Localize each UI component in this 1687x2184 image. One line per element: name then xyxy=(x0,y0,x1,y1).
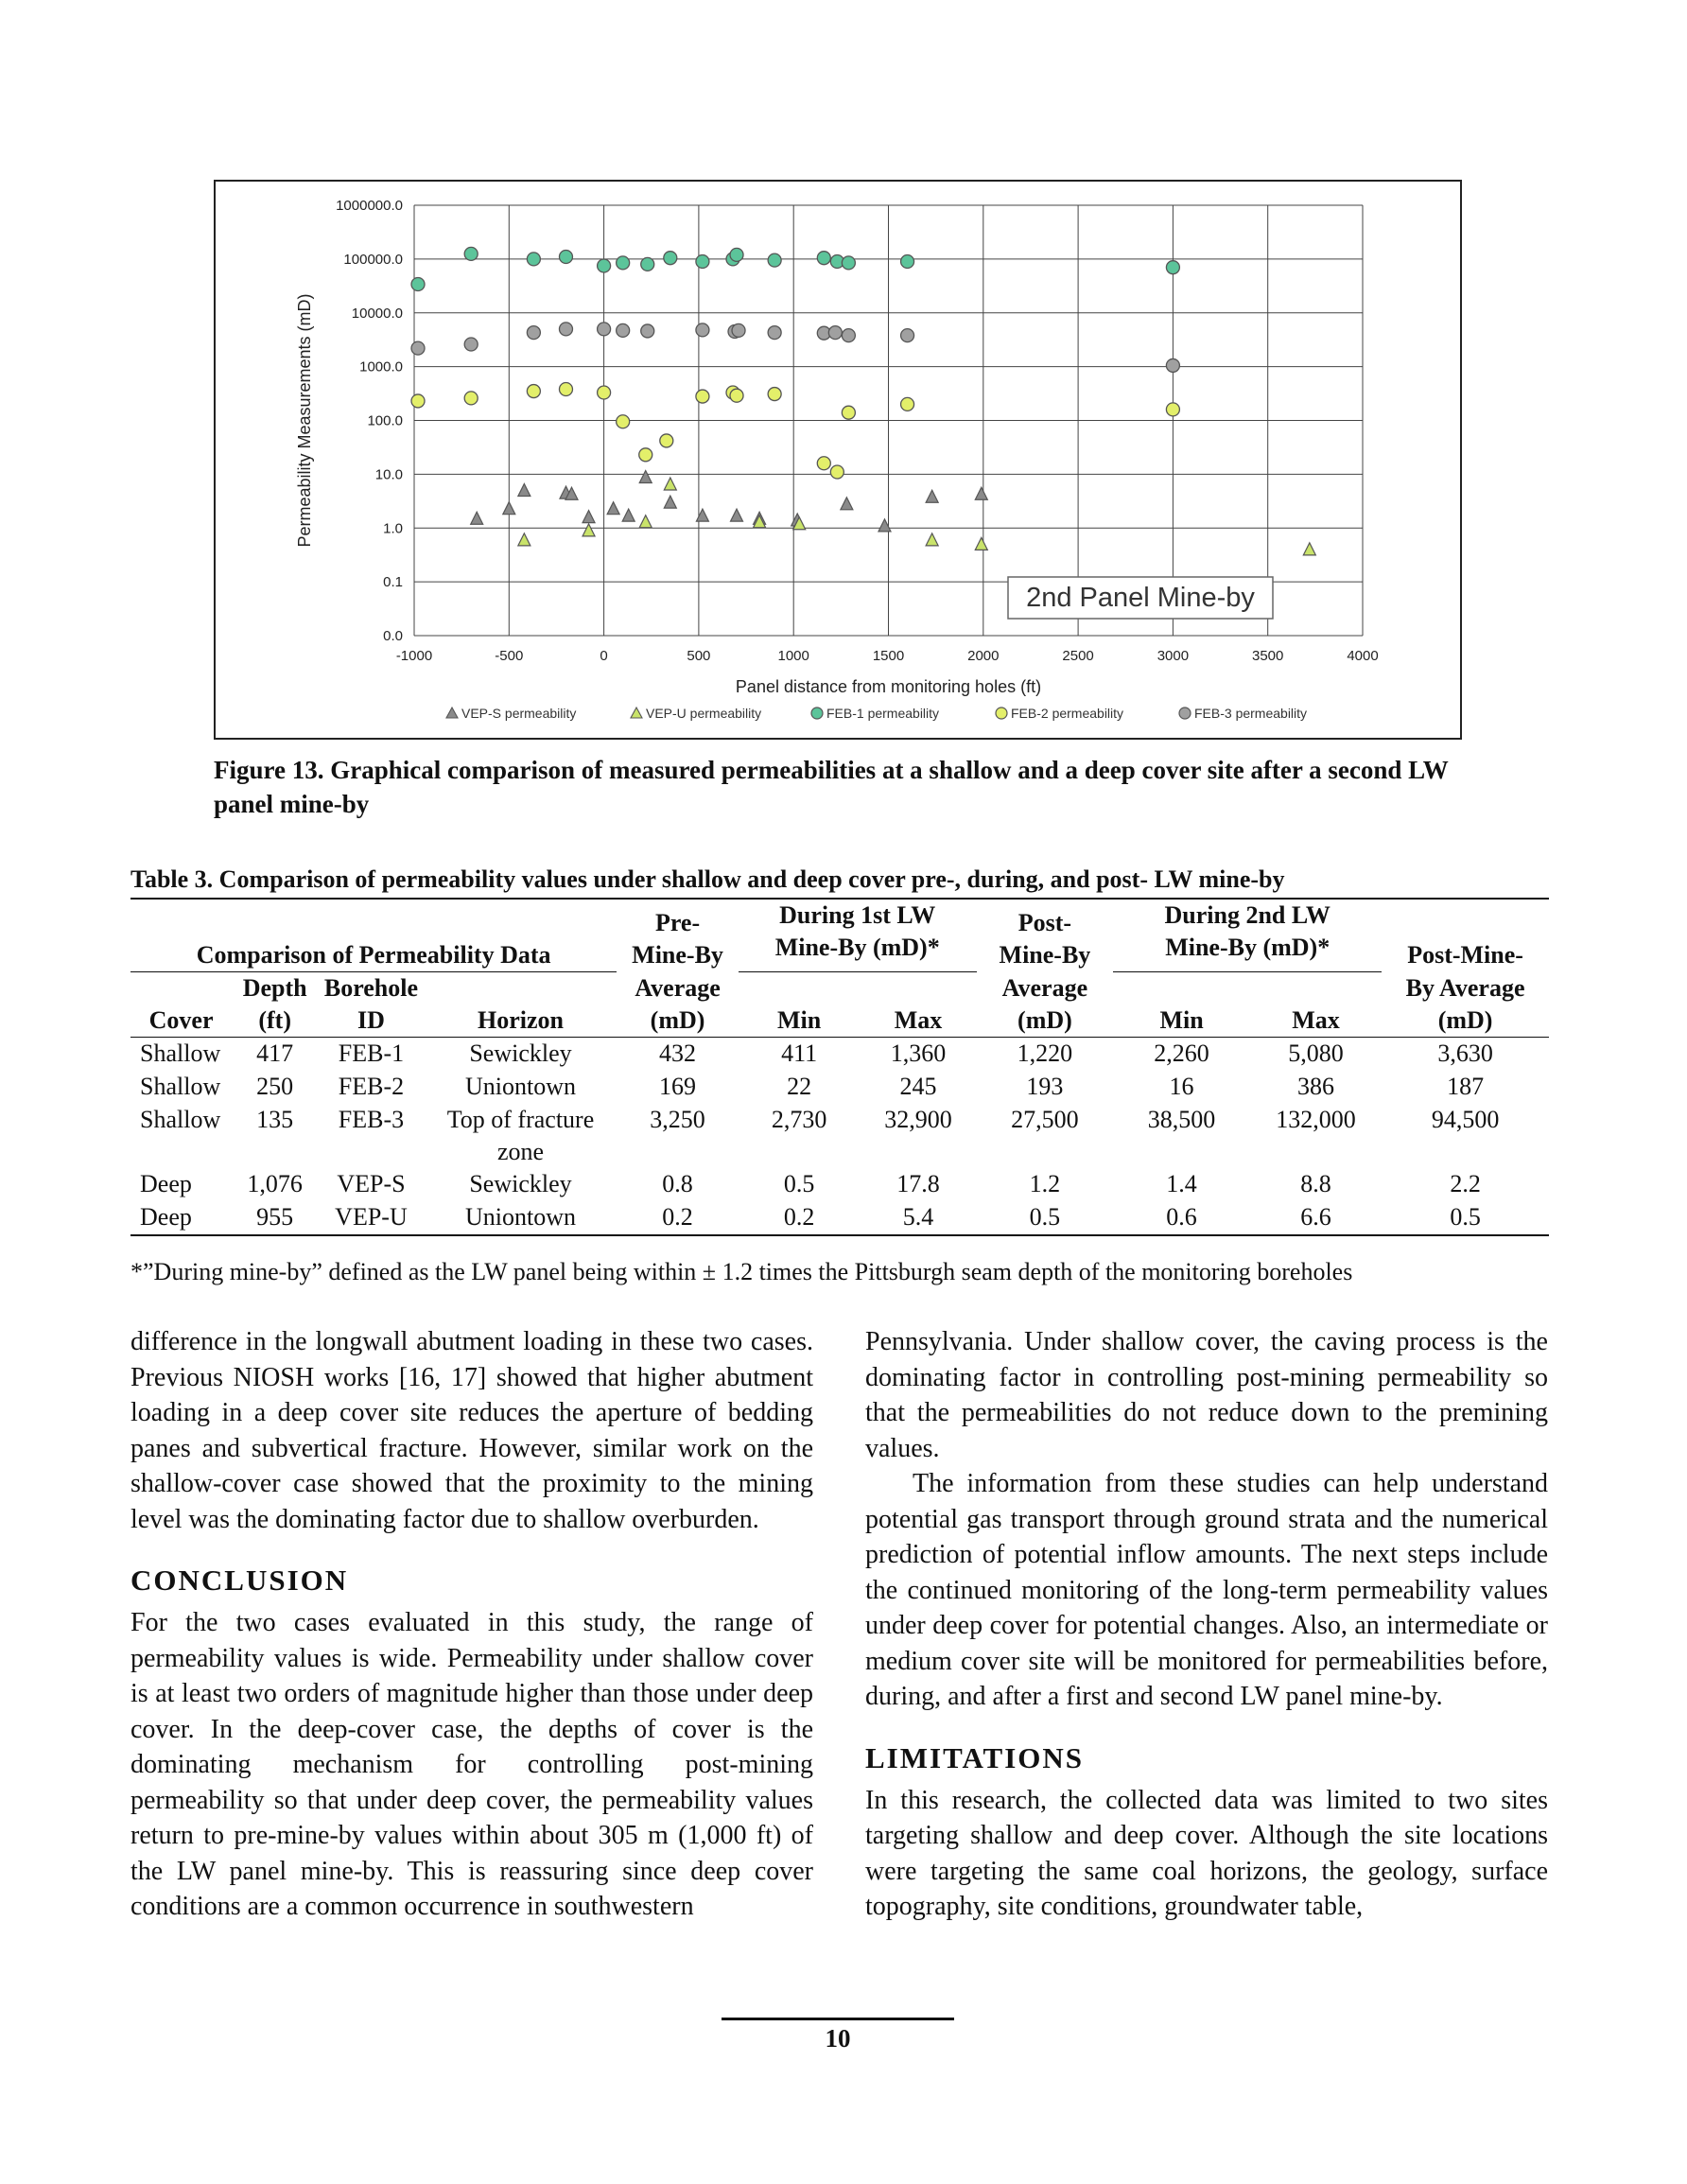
data-point-feb-3-permeability xyxy=(901,329,914,342)
th-min-1: Min xyxy=(739,1005,861,1038)
table-cell: 38,500 xyxy=(1147,1105,1216,1133)
table-footnote: *”During mine-by” defined as the LW panel being within ± 1.2 times the Pittsburgh seam depth of the monitoring boreholes xyxy=(130,1258,1353,1285)
right-paragraph-2: The information from these studies can help understand potential gas transport through ground strata and the numerical prediction of potential inflow amounts. The next steps include the continued monitoring of the long-term permeability values under deep cover for potential changes. Also, an intermediate or medium cover site will be monitored for permeabilities before, during, and after a first and second LW panel mine-by. xyxy=(865,1469,1548,1711)
th-premine-3: Average xyxy=(635,973,721,1002)
data-point-feb-2-permeability xyxy=(527,385,540,398)
data-point-feb-2-permeability xyxy=(660,434,673,447)
annotation-label: 2nd Panel Mine-by xyxy=(1026,583,1255,613)
legend-label: FEB-2 permeability xyxy=(1011,706,1124,721)
right-paragraph-1: Pennsylvania. Under shallow cover, the caving process is the dominating factor in controlling post-mining permeability so that the permeabilities do not reduce down to the premining values. xyxy=(865,1327,1548,1463)
table-cell: 386 xyxy=(1297,1072,1335,1100)
data-point-feb-3-permeability xyxy=(768,326,781,340)
y-tick-label: 0.1 xyxy=(383,574,403,591)
table-cell: Shallow xyxy=(140,1039,221,1067)
permeability-table xyxy=(130,898,1549,1236)
data-point-feb-1-permeability xyxy=(641,257,654,271)
table-cell: FEB-1 xyxy=(338,1039,405,1067)
data-point-vep-s-permeability xyxy=(518,483,530,496)
data-point-vep-u-permeability xyxy=(583,524,595,536)
th-postmine-4: (mD) xyxy=(977,1005,1114,1038)
x-tick-label: 500 xyxy=(687,648,711,664)
right-column xyxy=(865,1324,1548,1925)
th-during1: During 1st LW Mine-By (mD)* xyxy=(739,899,977,971)
table-cell: 1,076 xyxy=(247,1169,303,1197)
th-spacer-max2 xyxy=(1250,971,1382,1005)
table-cell: 193 xyxy=(1026,1072,1064,1100)
limitations-heading: LIMITATIONS xyxy=(865,1740,1085,1774)
table-cell: 1,360 xyxy=(890,1039,947,1067)
legend-label: FEB-3 permeability xyxy=(1194,706,1308,721)
permeability-chart xyxy=(216,182,1460,738)
data-point-feb-1-permeability xyxy=(617,256,630,270)
data-point-feb-1-permeability xyxy=(411,278,425,291)
table-cell: 411 xyxy=(781,1039,818,1067)
table-cell: 2,260 xyxy=(1154,1039,1209,1067)
table-cell: 0.5 xyxy=(1029,1202,1061,1231)
y-tick-label: 100.0 xyxy=(367,412,403,429)
data-point-feb-1-permeability xyxy=(559,251,572,264)
data-point-feb-3-permeability xyxy=(696,323,709,337)
data-point-feb-2-permeability xyxy=(830,465,844,479)
data-point-feb-3-permeability xyxy=(641,324,654,338)
table-cell: 3,630 xyxy=(1437,1039,1493,1067)
data-point-vep-u-permeability xyxy=(664,478,676,490)
x-tick-label: 2500 xyxy=(1062,648,1094,664)
table-cell: 132,000 xyxy=(1276,1105,1356,1133)
data-point-vep-s-permeability xyxy=(664,496,676,508)
y-axis-label: Permeability Measurements (mD) xyxy=(295,293,314,548)
table-cell: Sewickley xyxy=(469,1169,572,1197)
table-cell: 187 xyxy=(1447,1072,1485,1100)
data-point-feb-2-permeability xyxy=(842,406,855,419)
table-cell: 0.5 xyxy=(1450,1202,1481,1231)
table-cell: Sewickley xyxy=(469,1039,572,1067)
table-row xyxy=(130,1104,1549,1168)
legend-marker xyxy=(811,708,823,719)
legend-marker xyxy=(446,708,458,718)
table-cell: FEB-3 xyxy=(338,1105,405,1133)
data-point-feb-1-permeability xyxy=(730,248,743,261)
x-tick-label: 1000 xyxy=(777,648,809,664)
th-postmine-1: Post- xyxy=(1017,909,1072,936)
data-point-vep-s-permeability xyxy=(607,502,619,515)
data-point-vep-s-permeability xyxy=(841,498,853,510)
table-cell: 0.2 xyxy=(783,1202,815,1231)
data-point-feb-3-permeability xyxy=(598,323,611,336)
table-cell: 2.2 xyxy=(1450,1169,1481,1197)
th-spacer-max1 xyxy=(860,971,976,1005)
th-spacer-horizon xyxy=(425,971,617,1005)
th-premine-2: Mine-By xyxy=(632,941,723,969)
data-point-feb-2-permeability xyxy=(464,392,478,405)
table-cell: Uniontown xyxy=(464,1202,576,1231)
table-cell: VEP-S xyxy=(337,1169,406,1197)
table-cell: 27,500 xyxy=(1011,1105,1079,1133)
table-cell: Top of fracture zone xyxy=(446,1105,595,1165)
x-axis-label: Panel distance from monitoring holes (ft) xyxy=(735,677,1042,696)
table-cell: 169 xyxy=(659,1072,697,1100)
legend-label: FEB-1 permeability xyxy=(826,706,940,721)
table-cell: 135 xyxy=(256,1105,294,1133)
conclusion-heading: CONCLUSION xyxy=(130,1564,349,1597)
y-tick-label: 0.0 xyxy=(383,628,403,644)
table-cell: 94,500 xyxy=(1431,1105,1500,1133)
data-point-feb-1-permeability xyxy=(842,256,855,270)
table-cell: 0.2 xyxy=(662,1202,693,1231)
table-row xyxy=(130,1037,1549,1071)
data-point-vep-s-permeability xyxy=(731,509,743,521)
x-tick-label: 4000 xyxy=(1347,648,1379,664)
x-tick-label: 0 xyxy=(600,648,608,664)
figure-caption: Figure 13. Graphical comparison of measured permeabilities at a shallow and a deep cover site after a second LW panel mine-by xyxy=(214,756,1449,818)
th-spacer-min2 xyxy=(1113,971,1250,1005)
table-cell: 955 xyxy=(256,1202,294,1231)
y-tick-label: 1.0 xyxy=(383,520,403,537)
x-tick-label: 1500 xyxy=(872,648,905,664)
legend-marker xyxy=(996,708,1007,719)
data-point-feb-2-permeability xyxy=(639,448,652,462)
data-point-vep-s-permeability xyxy=(696,509,708,521)
table-group-header: Comparison of Permeability Data xyxy=(130,899,617,971)
table-cell: 432 xyxy=(659,1039,697,1067)
page-number: 10 xyxy=(825,2024,851,2053)
table-cell: 1.4 xyxy=(1166,1169,1197,1197)
th-max-2: Max xyxy=(1250,1005,1382,1038)
conclusion-paragraph: For the two cases evaluated in this study, the range of permeability values is wide. Permeability under shallow cover is at least two orders of magnitude higher than those under deep cover. In the deep-cover case, the depths of cover is the dominating mechanism for controlling post-mining permeability so that under deep cover, the permeability values return to pre-mine-by values within about 305 m (1,000 ft) of the LW panel mine-by. This is reassuring since deep cover conditions are a common occurrence in southwestern xyxy=(130,1608,813,1921)
table-cell: Deep xyxy=(140,1202,192,1231)
table-cell: Uniontown xyxy=(464,1072,576,1100)
data-point-vep-u-permeability xyxy=(1303,543,1315,555)
data-point-feb-1-permeability xyxy=(464,247,478,260)
data-point-vep-s-permeability xyxy=(926,490,938,502)
data-point-feb-3-permeability xyxy=(411,341,425,355)
data-point-vep-s-permeability xyxy=(639,471,652,483)
th-borehole-2: ID xyxy=(318,1005,425,1038)
y-tick-label: 100000.0 xyxy=(343,251,403,268)
left-column xyxy=(130,1324,813,1925)
limitations-paragraph: In this research, the collected data was limited to two sites targeting shallow and deep cover. Although the site locations were targeting the same coal horizons, the geology, surface topography, site conditions, groundwater table, xyxy=(865,1785,1548,1921)
th-premine-4: (mD) xyxy=(617,1005,739,1038)
table-cell: Shallow xyxy=(140,1072,221,1100)
data-point-feb-2-permeability xyxy=(768,388,781,401)
legend-label: VEP-S permeability xyxy=(461,706,577,721)
figure-13 xyxy=(214,180,1462,740)
data-point-feb-1-permeability xyxy=(696,254,709,268)
legend-marker xyxy=(1179,708,1191,719)
th-spacer-min1 xyxy=(739,971,861,1005)
data-point-feb-2-permeability xyxy=(817,457,830,470)
table-cell: 5.4 xyxy=(902,1202,934,1231)
th-spacer-cover xyxy=(130,971,232,1005)
x-tick-label: -1000 xyxy=(395,648,433,664)
data-point-vep-s-permeability xyxy=(583,511,595,523)
left-paragraph: difference in the longwall abutment loading in these two cases. Previous NIOSH works [16, 17] showed that higher abutment loading in a deep cover site reduces the aperture of bedding panes and subvertical fracture. However, similar work on the shallow-cover case showed that the proximity to the mining level was the dominating factor due to shallow overburden. xyxy=(130,1327,813,1534)
data-point-feb-1-permeability xyxy=(664,252,677,265)
data-point-feb-2-permeability xyxy=(1166,403,1179,416)
table-cell: Deep xyxy=(140,1169,192,1197)
data-point-vep-u-permeability xyxy=(518,533,530,546)
x-tick-label: 3000 xyxy=(1157,648,1190,664)
th-postmine-3: Average xyxy=(1001,973,1088,1002)
table-cell: 6.6 xyxy=(1300,1202,1331,1231)
data-point-feb-2-permeability xyxy=(617,415,630,428)
th-depth-1: Depth xyxy=(242,973,307,1002)
data-point-vep-s-permeability xyxy=(975,487,987,499)
th-postmine2-spacer xyxy=(1382,899,1549,939)
table-cell: 0.5 xyxy=(783,1169,815,1197)
x-tick-label: 2000 xyxy=(967,648,1000,664)
table-cell: 417 xyxy=(256,1039,294,1067)
y-tick-label: 1000000.0 xyxy=(336,198,403,214)
th-postmine2-2: By Average xyxy=(1405,973,1525,1002)
table-cell: 5,080 xyxy=(1288,1039,1344,1067)
data-point-vep-s-permeability xyxy=(878,519,891,532)
th-borehole-1: Borehole xyxy=(323,973,419,1002)
data-point-vep-s-permeability xyxy=(503,502,515,515)
table-cell: 1,220 xyxy=(1017,1039,1073,1067)
data-point-feb-1-permeability xyxy=(901,254,914,268)
table-cell: FEB-2 xyxy=(338,1072,405,1100)
y-tick-label: 10000.0 xyxy=(351,305,403,322)
data-point-vep-s-permeability xyxy=(622,509,635,521)
table-title: Table 3. Comparison of permeability values under shallow and deep cover pre-, during, and post- LW mine-by xyxy=(130,865,1285,893)
table-cell: 3,250 xyxy=(650,1105,705,1133)
table-cell: VEP-U xyxy=(335,1202,408,1231)
th-during2: During 2nd LW Mine-By (mD)* xyxy=(1113,899,1382,971)
data-point-feb-1-permeability xyxy=(768,253,781,267)
th-depth-2: (ft) xyxy=(232,1005,318,1038)
table-cell: 32,900 xyxy=(884,1105,952,1133)
data-point-feb-3-permeability xyxy=(617,323,630,337)
th-postmine2-1: Post-Mine- xyxy=(1407,941,1523,969)
data-point-feb-2-permeability xyxy=(696,390,709,403)
data-point-feb-1-permeability xyxy=(817,252,830,265)
data-point-feb-2-permeability xyxy=(598,386,611,399)
data-point-feb-1-permeability xyxy=(527,253,540,266)
legend-marker xyxy=(631,708,642,718)
data-point-feb-3-permeability xyxy=(559,323,572,336)
table-cell: Shallow xyxy=(140,1105,221,1133)
page-number-rule xyxy=(722,2018,954,2020)
data-point-feb-3-permeability xyxy=(464,338,478,351)
table-cell: 16 xyxy=(1169,1072,1194,1100)
table-row xyxy=(130,1071,1549,1104)
table-cell: 250 xyxy=(256,1072,294,1100)
data-point-feb-3-permeability xyxy=(842,329,855,342)
th-min-2: Min xyxy=(1113,1005,1250,1038)
table-cell: 2,730 xyxy=(771,1105,827,1133)
table-cell: 22 xyxy=(787,1072,812,1100)
th-postmine-2: Mine-By xyxy=(999,941,1091,969)
x-tick-label: 3500 xyxy=(1252,648,1284,664)
th-cover: Cover xyxy=(130,1005,232,1038)
table-cell: 0.8 xyxy=(662,1169,693,1197)
data-point-feb-2-permeability xyxy=(411,394,425,408)
th-horizon: Horizon xyxy=(425,1005,617,1038)
table-cell: 17.8 xyxy=(896,1169,940,1197)
data-point-feb-2-permeability xyxy=(901,397,914,411)
table-cell: 1.2 xyxy=(1029,1169,1061,1197)
data-point-feb-1-permeability xyxy=(1166,261,1179,274)
table-cell: 8.8 xyxy=(1300,1169,1331,1197)
th-postmine2-3: (mD) xyxy=(1382,1005,1549,1038)
x-tick-label: -500 xyxy=(495,648,524,664)
data-point-vep-u-permeability xyxy=(639,515,652,528)
table-cell: 0.6 xyxy=(1166,1202,1197,1231)
data-point-feb-3-permeability xyxy=(527,326,540,340)
data-point-feb-3-permeability xyxy=(1166,358,1179,372)
table-row xyxy=(130,1168,1549,1201)
y-tick-label: 1000.0 xyxy=(359,358,403,376)
th-premine-1: Pre- xyxy=(654,909,701,936)
table-row xyxy=(130,1201,1549,1235)
data-point-feb-2-permeability xyxy=(559,383,572,396)
data-point-feb-3-permeability xyxy=(732,323,745,337)
data-point-vep-u-permeability xyxy=(975,537,987,550)
data-point-vep-s-permeability xyxy=(471,512,483,524)
data-point-feb-2-permeability xyxy=(730,389,743,402)
y-tick-label: 10.0 xyxy=(374,466,403,483)
data-point-vep-u-permeability xyxy=(926,533,938,546)
legend-label: VEP-U permeability xyxy=(646,706,762,721)
data-point-feb-1-permeability xyxy=(598,259,611,272)
table-cell: 245 xyxy=(899,1072,937,1100)
data-point-feb-3-permeability xyxy=(828,326,842,340)
th-max-1: Max xyxy=(860,1005,976,1038)
